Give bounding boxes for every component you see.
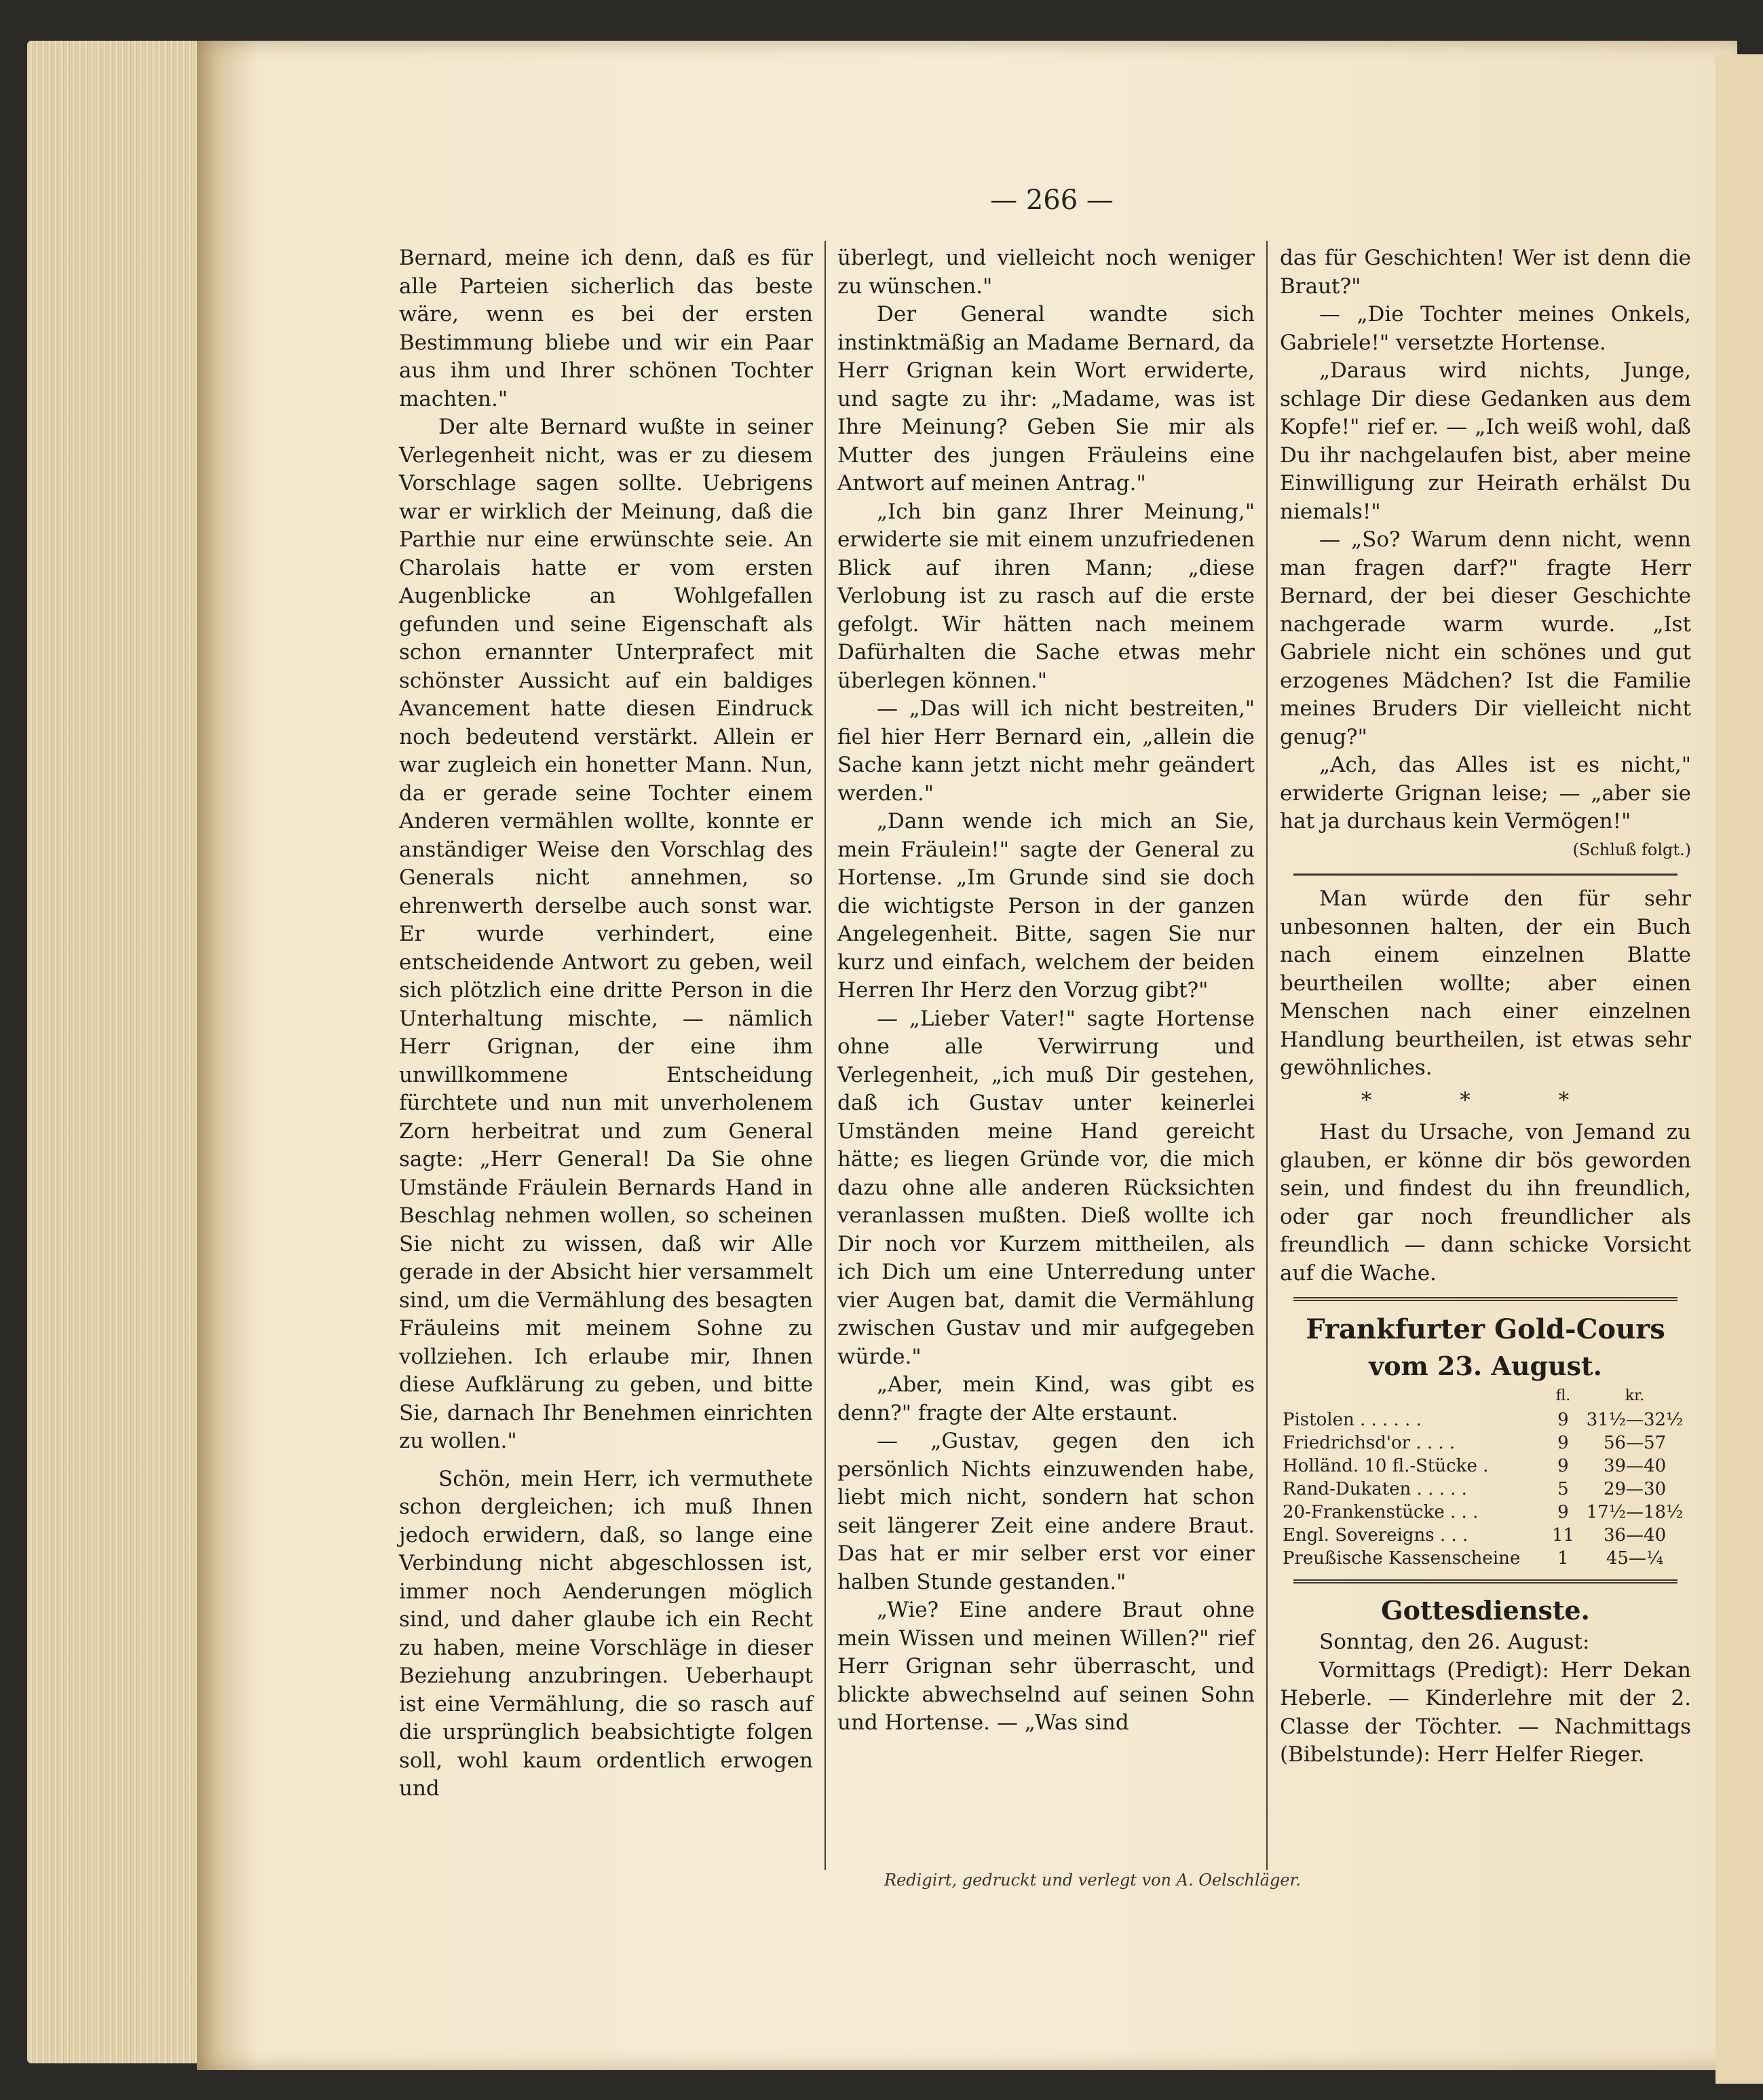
paragraph: „Dann wende ich mich an Sie, mein Fräulein!" sagte der General zu Hortense. „Im Grunde sind sie doch die wichtigste Person in der ganzen Angelegenheit. Bitte, sagen Sie nur kurz und einfach, welchem der beiden Herren Ihr Herz den Vorzug gibt?" — [837, 809, 1255, 1002]
paragraph: „Ich bin ganz Ihrer Meinung," erwiderte sie mit einem unzufriedenen Blick auf ihren Mann; „diese Verlobung ist zu rasch auf die erste gefolgt. Wir hätten nach meinem Dafürhalten die Sache etwas mehr überlegen können." — [837, 499, 1255, 693]
paragraph: „Aber, mein Kind, was gibt es denn?" fragte der Alte erstaunt. — [837, 1372, 1255, 1425]
coin-fl: 9 — [1557, 1456, 1569, 1476]
book-page-edges — [27, 41, 204, 2063]
paragraph: Bernard, meine ich denn, daß es für alle Parteien sicherlich das beste wäre, wenn es bei der ersten Bestimmung bliebe und wir ein Paar aus ihm und Ihrer schönen Tochter machten." — [399, 246, 813, 411]
separator-rule — [1293, 1297, 1677, 1301]
coin-fl: 1 — [1557, 1548, 1569, 1569]
coin-fl: 9 — [1557, 1502, 1569, 1522]
table-header-row — [1280, 1384, 1691, 1408]
table-row — [1280, 1408, 1691, 1431]
coin-kr: 31½—32½ — [1586, 1410, 1684, 1430]
paragraph: „Ach, das Alles ist es nicht," erwiderte Grignan leise; — „aber sie hat ja durchaus kein Vermögen!" — [1280, 753, 1691, 833]
table-row — [1280, 1431, 1691, 1455]
coin-kr: 17½—18½ — [1586, 1502, 1684, 1522]
paragraph: — „Die Tochter meines Onkels, Gabriele!" versetzte Hortense. — [1280, 302, 1691, 355]
coin-kr: 39—40 — [1603, 1456, 1667, 1476]
paragraph: — „Gustav, gegen den ich persönlich Nichts einzuwenden habe, liebt mich nicht, sondern hat schon seit längerer Zeit eine andere Braut. Das hat er mir selber erst vor einer halben Stunde gestanden." — [837, 1429, 1255, 1594]
coin-kr: 29—30 — [1603, 1479, 1667, 1499]
aphorism: Hast du Ursache, von Jemand zu glauben, er könne dir bös geworden sein, und findest du ihn freundlich, oder gar noch freundlicher als freundlich — dann schicke Vorsicht auf die Wache. — [1280, 1120, 1691, 1286]
paragraph: — „Das will ich nicht bestreiten," fiel hier Herr Bernard ein, „allein die Sache kann jetzt nicht mehr geändert werden." — [837, 696, 1255, 806]
table-row — [1280, 1455, 1691, 1478]
separator-rule — [1293, 874, 1677, 876]
coin-kr: 56—57 — [1603, 1433, 1667, 1453]
table-row — [1280, 1478, 1691, 1501]
coin-fl: 9 — [1557, 1433, 1569, 1453]
adjacent-page-edge — [1715, 54, 1763, 2084]
column-divider — [1266, 241, 1268, 1870]
column-3 — [1280, 244, 1691, 1769]
paragraph: Der General wandte sich instinktmäßig an Madame Bernard, da Herr Grignan kein Wort erwiderte, und sagte zu ihr: „Madame, was ist Ihre Meinung? Geben Sie mir als Mutter des jungen Fräuleins eine Antwort auf meinen Antrag." — [837, 302, 1255, 495]
column-header-kr: kr. — [1625, 1387, 1645, 1404]
page-number: — 266 — — [990, 185, 1114, 216]
stars-divider: * * * — [1361, 1087, 1610, 1112]
column-header-fl: fl. — [1555, 1387, 1571, 1404]
column-divider — [824, 241, 826, 1870]
gold-course-table — [1280, 1384, 1691, 1570]
coin-name: Pistolen . . . . . . — [1283, 1410, 1422, 1430]
table-row — [1280, 1501, 1691, 1524]
paragraph: „Daraus wird nichts, Junge, schlage Dir diese Gedanken aus dem Kopfe!" rief er. — „Ich weiß wohl, daß Du ihr nachgelaufen bist, aber meine Einwilligung zur Heirath erhälst Du niemals!" — [1280, 358, 1691, 524]
coin-name: Preußische Kassenscheine — [1283, 1548, 1521, 1569]
paragraph: überlegt, und vielleicht noch weniger zu wünschen." — [837, 246, 1255, 299]
coin-fl: 11 — [1551, 1525, 1574, 1545]
paragraph: — „Lieber Vater!" sagte Hortense ohne alle Verwirrung und Verlegenheit, „ich muß Dir gestehen, daß ich Gustav unter keinerlei Umständen meine Hand gereicht hätte; es liegen Gründe vor, die mich dazu ohne alle anderen Rücksichten veranlassen mußten. Dieß wollte ich Dir noch vor Kurzem mittheilen, als ich Dich um eine Unterredung unter vier Augen bat, damit die Vermählung zwischen Gustav und mir aufgegeben würde." — [837, 1006, 1255, 1369]
coin-fl: 5 — [1557, 1479, 1569, 1499]
coin-name: Holländ. 10 fl.-Stücke . — [1283, 1456, 1489, 1476]
coin-kr: 36—40 — [1603, 1525, 1667, 1545]
paragraph: — „So? Warum denn nicht, wenn man fragen darf?" fragte Herr Bernard, der bei dieser Geschichte nachgerade warm wurde. „Ist Gabriele nicht ein schönes und gut erzogenes Mädchen? Ist die Familie meines Bruders Dir vielleicht nicht genug?" — [1280, 527, 1691, 749]
services-date: Sonntag, den 26. August: — [1319, 1630, 1590, 1654]
coin-kr: 45—¼ — [1606, 1548, 1664, 1569]
paragraph: das für Geschichten! Wer ist denn die Braut?" — [1280, 246, 1691, 299]
coin-name: 20-Frankenstücke . . . — [1283, 1502, 1479, 1522]
aphorism: Man würde den für sehr unbesonnen halten, der ein Buch nach einem einzelnen Blatte beurtheilen wollte; aber einen Menschen nach einer einzelnen Handlung beurtheilen, ist etwas sehr gewöhnliches. — [1280, 886, 1691, 1080]
gold-course-date: vom 23. August. — [1369, 1351, 1602, 1381]
paragraph: Schön, mein Herr, ich vermuthete schon dergleichen; ich muß Ihnen jedoch erwidern, daß, so lange eine Verbindung nicht abgeschlossen ist, immer noch Aenderungen möglich sind, und daher glaube ich ein Recht zu haben, meine Vorschläge in dieser Beziehung anzubringen. Ueberhaupt ist eine Vermählung, die so rasch auf die ursprünglich beabsichtigte folgen soll, wohl kaum ordentlich erwogen und — [399, 1466, 813, 1801]
paragraph: Der alte Bernard wußte in seiner Verlegenheit nicht, was er zu diesem Vorschlage sagen sollte. Uebrigens war er wirklich der Meinung, daß die Parthie nur eine erwünschte seie. An Charolais hatte er vom ersten Augenblicke an Wohlgefallen gefunden und seine Eigenschaft als schon ernannter Unterprafect mit schönster Aussicht auf ein baldiges Avancement hatte diesen Eindruck noch bedeutend verstärkt. Allein er war zugleich ein honetter Mann. Nun, da er gerade seine Tochter einem Anderen vermählen wollte, konnte er anständiger Weise den Vorschlag des Generals nicht annehmen, so ehrenwerth derselbe auch sonst war. Er wurde verhindert, eine entscheidende Antwort zu geben, weil sich plötzlich eine dritte Person in die Unterhaltung mischte, — nämlich Herr Grignan, der eine ihm unwillkommene Entscheidung fürchtete und nun mit unverholenem Zorn herbeitrat und zum General sagte: „Herr General! Da Sie ohne Umstände Fräulein Bernards Hand in Beschlag nehmen wollen, so scheinen Sie nicht zu wissen, daß wir Alle gerade in der Absicht hier versammelt sind, um die Vermählung des besagten Fräuleins mit meinem Sohne zu vollziehen. Ich erlaube mir, Ihnen diese Aufklärung zu geben, und bitte Sie, darnach Ihr Benehmen einrichten zu wollen." — [399, 415, 813, 1453]
column-1 — [399, 244, 813, 1803]
services-text: Vormittags (Predigt): Herr Dekan Heberle. — Kinderlehre mit der 2. Classe der Töchter. — Nachmittags (Bibelstunde): Herr Helfer Rieger. — [1280, 1657, 1691, 1767]
table-row — [1280, 1524, 1691, 1547]
column-2 — [837, 244, 1255, 1738]
separator-rule — [1293, 1579, 1677, 1583]
imprint: Redigirt, gedruckt und verlegt von A. Oelschläger. — [884, 1871, 1301, 1890]
gold-course-title: Frankfurter Gold-Cours — [1306, 1313, 1665, 1345]
continued-note: (Schluß folgt.) — [1572, 840, 1691, 859]
coin-name: Rand-Dukaten . . . . . — [1283, 1479, 1467, 1499]
coin-name: Engl. Sovereigns . . . — [1283, 1525, 1468, 1545]
coin-fl: 9 — [1557, 1410, 1569, 1430]
paragraph: „Wie? Eine andere Braut ohne mein Wissen und meinen Willen?" rief Herr Grignan sehr überrascht, und blickte abwechselnd auf seinen Sohn und Hortense. — „Was sind — [837, 1598, 1255, 1735]
coin-name: Friedrichsd'or . . . . — [1283, 1433, 1456, 1453]
table-row — [1280, 1547, 1691, 1570]
services-title: Gottesdienste. — [1381, 1595, 1590, 1626]
